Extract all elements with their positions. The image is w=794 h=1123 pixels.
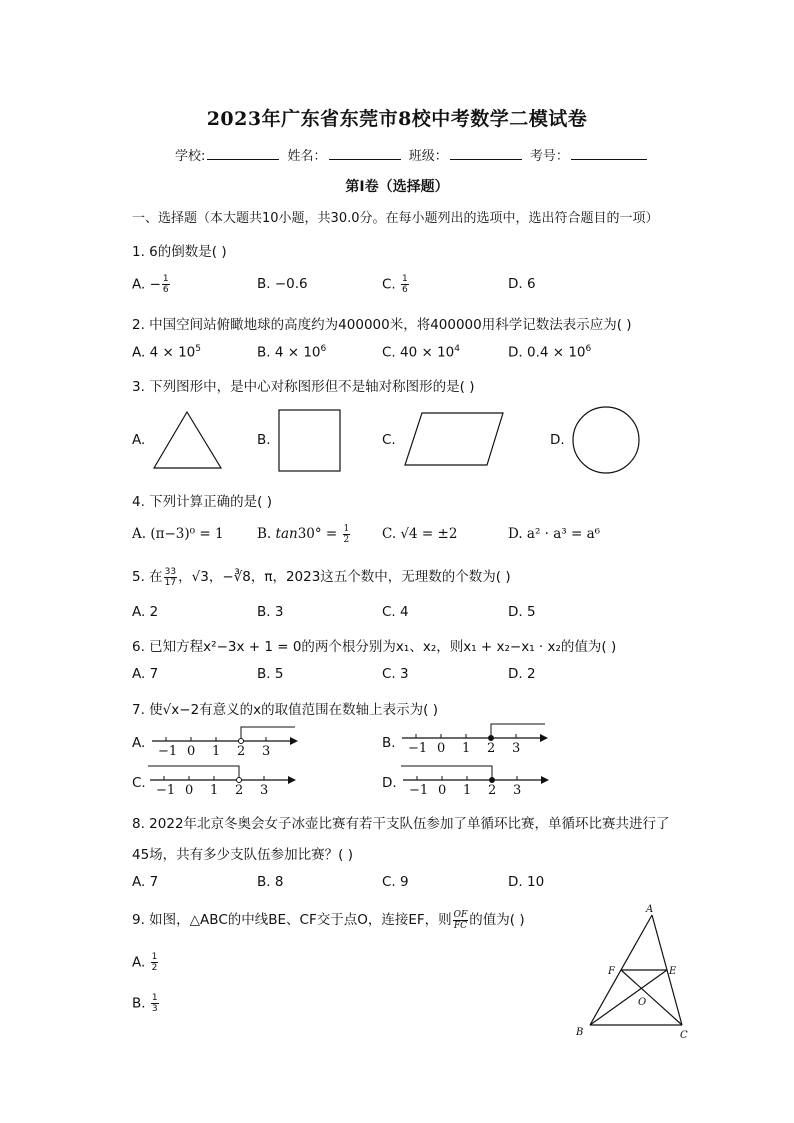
range-bracket-b (491, 724, 545, 738)
part-heading: 第I卷（选择题） (345, 179, 449, 195)
q9-option-a-fraction (151, 952, 159, 973)
q7-option-b[interactable]: B. (382, 735, 396, 751)
q9-option-a[interactable] (132, 952, 159, 973)
tick-label: 3 (512, 741, 521, 756)
question-8-stem-line1: 8. 2022年北京冬奥会女子冰壶比赛有若干支队伍参加了单循环比赛，单循环比赛共进行了 (132, 816, 670, 832)
q6-option-b[interactable]: B. 5 (257, 666, 284, 682)
tick-label: 2 (235, 783, 244, 798)
label-a: A (646, 904, 654, 915)
label-o: O (638, 997, 647, 1008)
tick-label: −1 (408, 741, 428, 756)
section-heading: 一、选择题（本大题共10小题，共30.0分。在每小题列出的选项中，选出符合题目的一项） (132, 211, 659, 226)
q9-stem-end: 的值为( ) (469, 912, 525, 928)
q3-option-d[interactable]: D. (550, 432, 565, 448)
fraction-denominator: FC (453, 920, 468, 931)
tick-label: 0 (437, 741, 446, 756)
tick-label: 3 (260, 783, 269, 798)
q8-option-d[interactable]: D. 10 (508, 874, 545, 890)
tick-label: 3 (262, 744, 271, 759)
q4-option-b-function: tan (275, 526, 298, 542)
q5-option-b[interactable]: B. 3 (257, 604, 284, 620)
q9-option-b[interactable] (132, 993, 160, 1014)
arrowhead-d (541, 776, 549, 784)
endpoint-dot-c (237, 778, 242, 783)
label-b: B (576, 1027, 584, 1038)
school-label: 学校: (175, 149, 206, 164)
q5-option-c[interactable]: C. 4 (382, 604, 409, 620)
fraction-numerator: OF (453, 909, 468, 920)
q2-option-c-base: C. 40 × 10 (382, 344, 455, 361)
question-7-stem: 7. 使√x−2有意义的x的取值范围在数轴上表示为( ) (132, 702, 438, 718)
q4-option-b-angle: 30° = (297, 526, 342, 542)
q9-fraction (453, 910, 469, 931)
q1-option-a-label: A. (132, 276, 146, 293)
name-label: 姓名： (287, 149, 327, 164)
fraction-numerator: 1 (151, 993, 158, 1003)
exam-title: 2023年广东省东莞市8校中考数学二模试卷 (206, 108, 588, 130)
q7-option-c[interactable]: C. (132, 775, 146, 791)
q5-stem-start: 5. 在 (132, 569, 163, 585)
arrowhead-a (290, 737, 298, 745)
range-bracket-a (241, 727, 295, 741)
fraction-denominator: 3 (151, 1004, 158, 1014)
q2-option-b-exponent: 6 (320, 344, 327, 354)
endpoint-dot-d (490, 778, 495, 783)
tick-label: 2 (488, 783, 497, 798)
question-3-stem: 3. 下列图形中，是中心对称图形但不是轴对称图形的是( ) (132, 379, 475, 395)
tick-label: −1 (409, 783, 429, 798)
q9-option-b-fraction (151, 993, 159, 1014)
tick-label: −1 (158, 744, 178, 759)
endpoint-dot-b (489, 736, 494, 741)
q2-option-d-exponent: 6 (585, 344, 592, 354)
endpoint-dot-a (239, 739, 244, 744)
q3-option-c[interactable]: C. (382, 432, 396, 448)
tick-label: 2 (487, 741, 496, 756)
fraction-numerator: 1 (151, 952, 158, 962)
label-f: F (608, 966, 615, 977)
range-bracket-c (148, 766, 239, 780)
arrowhead-b (540, 734, 548, 742)
question-4-stem: 4. 下列计算正确的是( ) (132, 494, 272, 510)
q8-option-a[interactable]: A. 7 (132, 874, 159, 890)
range-bracket-d (401, 766, 492, 780)
question-6-stem: 6. 已知方程x²−3x + 1 = 0的两个根分别为x₁、x₂，则x₁ + x₂−x₁ · x₂的值为( ) (132, 639, 617, 655)
q9-triangle-figure (570, 900, 700, 1045)
q7-option-a[interactable]: A. (132, 735, 146, 751)
median-be (590, 970, 667, 1025)
fraction-numerator: 33 (164, 566, 177, 577)
q2-option-a-exponent: 5 (195, 344, 201, 354)
arrowhead-c (288, 776, 296, 784)
q2-option-a-base: A. 4 × 10 (132, 344, 196, 361)
tick-label: 1 (212, 744, 221, 759)
q4-option-a[interactable]: A. (π−3)⁰ = 1 (132, 526, 224, 542)
tick-label: 3 (513, 783, 522, 798)
fraction-numerator: 1 (343, 524, 350, 534)
tick-label: 0 (187, 744, 196, 759)
q1-option-c-label: C. (382, 276, 396, 293)
tick-label: 1 (463, 783, 472, 798)
q3-option-a[interactable]: A. (132, 432, 146, 448)
q5-option-a[interactable]: A. 2 (132, 604, 159, 620)
fraction-denominator: 6 (402, 285, 408, 295)
class-label: 班级： (408, 149, 448, 164)
q5-stem-end: ，√3，−∛8，π，2023这五个数中，无理数的个数为( ) (178, 569, 511, 585)
exam-no-label: 考号： (529, 149, 569, 164)
q1-option-d[interactable]: D. 6 (508, 276, 536, 292)
fraction-denominator: 17 (164, 577, 177, 588)
question-8-stem-line2: 45场，共有多少支队伍参加比赛？( ) (132, 847, 354, 863)
q8-option-c[interactable]: C. 9 (382, 874, 409, 890)
q2-option-b-base: B. 4 × 10 (257, 344, 321, 361)
q3-option-b[interactable]: B. (257, 432, 271, 448)
q5-option-d[interactable]: D. 5 (508, 604, 536, 620)
q4-option-c[interactable]: C. √4 = ±2 (382, 526, 458, 542)
question-9-stem (132, 908, 525, 931)
question-2-stem: 2. 中国空间站俯瞰地球的高度约为400000米，将400000用科学记数法表示应为( ) (132, 317, 632, 333)
tick-label: 1 (462, 741, 471, 756)
tick-label: 0 (438, 783, 447, 798)
q6-option-a[interactable]: A. 7 (132, 666, 159, 682)
tick-label: 0 (185, 783, 194, 798)
median-cf (621, 970, 682, 1025)
tick-label: 1 (210, 783, 219, 798)
q9-stem-start: 9. 如图，△ABC的中线BE、CF交于点O，连接EF，则 (132, 912, 452, 928)
tick-label: −1 (156, 783, 176, 798)
q6-option-d[interactable]: D. 2 (508, 666, 536, 682)
label-e: E (669, 966, 677, 977)
q1-option-b[interactable]: B. −0.6 (257, 276, 308, 292)
fraction-denominator: 2 (151, 963, 158, 973)
q1-option-a-sign: − (149, 276, 161, 293)
fraction-numerator: 1 (402, 274, 408, 284)
tick-label: 2 (237, 744, 246, 759)
q7-option-d[interactable]: D. (382, 775, 397, 791)
q9-option-a-label: A. (132, 954, 146, 971)
fraction-denominator: 2 (343, 535, 350, 545)
fraction-numerator: 1 (162, 274, 169, 284)
q4-option-b-label: B. (257, 526, 276, 542)
q9-option-b-label: B. (132, 995, 146, 1012)
fraction-denominator: 6 (162, 285, 169, 295)
q4-option-d[interactable]: D. a² · a³ = a⁶ (508, 526, 601, 542)
q6-option-c[interactable]: C. 3 (382, 666, 409, 682)
label-c: C (680, 1030, 688, 1041)
question-1-stem: 1. 6的倒数是( ) (132, 244, 227, 260)
q2-option-c-exponent: 4 (454, 344, 460, 354)
q8-option-b[interactable]: B. 8 (257, 874, 284, 890)
q2-option-d-base: D. 0.4 × 10 (508, 344, 586, 361)
